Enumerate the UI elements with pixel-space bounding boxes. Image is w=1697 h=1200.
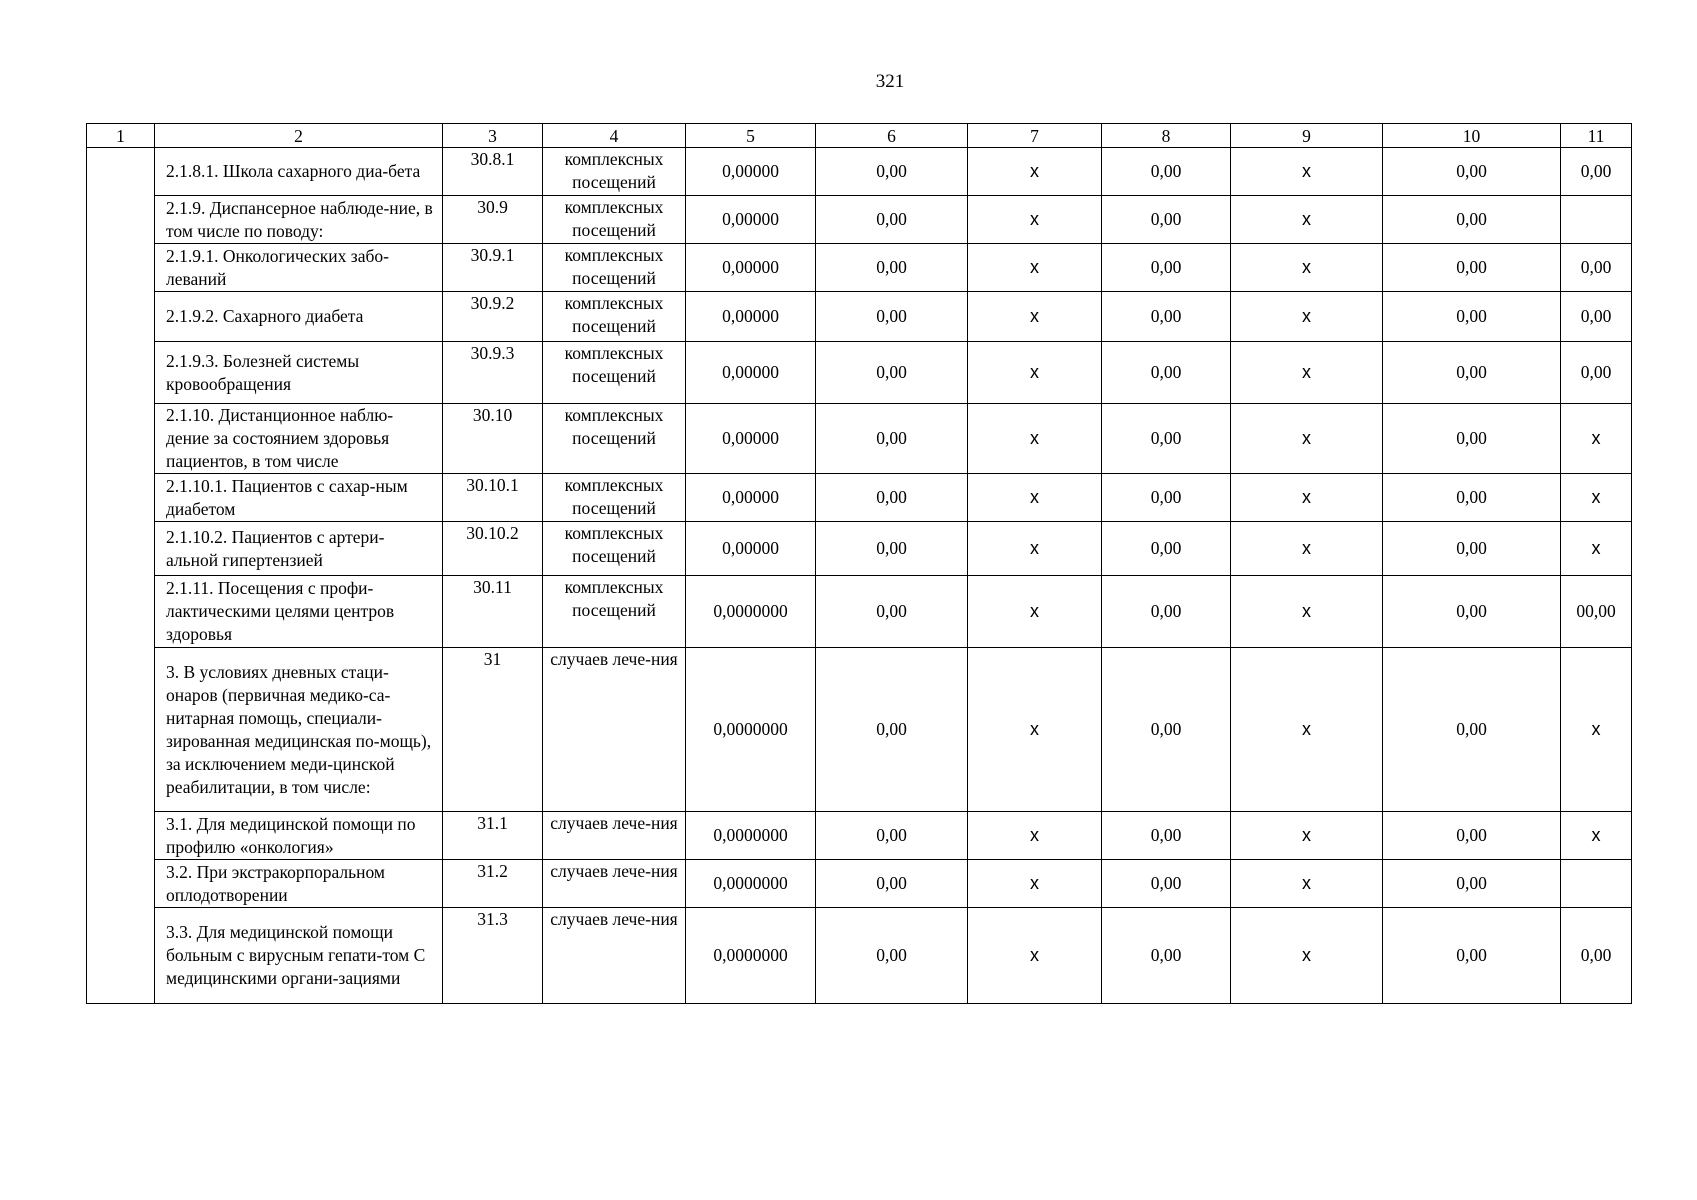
row-value-cell: 0,00 xyxy=(1383,860,1561,908)
row-value-cell: x xyxy=(1561,404,1632,474)
row-value-cell: 0,00 xyxy=(1102,522,1231,576)
row-value-cell: 0,00 xyxy=(816,404,968,474)
row-value-cell: x xyxy=(1231,908,1383,1004)
table-row xyxy=(87,648,1632,812)
row-code-cell: 30.9.3 xyxy=(443,342,543,404)
row-value-cell: 0,00 xyxy=(1561,292,1632,342)
row-value-cell: 0,00 xyxy=(1383,148,1561,196)
row-unit-cell: комплексных посещений xyxy=(543,196,686,244)
row-name-cell: 2.1.10.1. Пациентов с сахар-ным диабетом xyxy=(155,474,443,522)
row-unit-cell: комплексных посещений xyxy=(543,522,686,576)
row-code-cell: 30.9 xyxy=(443,196,543,244)
row-value-cell: 0,00000 xyxy=(686,244,816,292)
row-value-cell: x xyxy=(968,244,1102,292)
row-value-cell: 0,00 xyxy=(1102,812,1231,860)
row-value-cell: x xyxy=(1231,474,1383,522)
row-unit-cell: случаев лече-ния xyxy=(543,908,686,1004)
row-value-cell: 0,00 xyxy=(1102,576,1231,648)
row-value-cell: x xyxy=(968,648,1102,812)
row-value-cell: 0,00 xyxy=(816,576,968,648)
row-unit-cell: комплексных посещений xyxy=(543,292,686,342)
row-value-cell: 0,00 xyxy=(1383,292,1561,342)
row-value-cell: 0,00 xyxy=(1561,244,1632,292)
row-value-cell: 0,00 xyxy=(1102,860,1231,908)
row-value-cell: x xyxy=(1231,522,1383,576)
row-value-cell: 0,00000 xyxy=(686,148,816,196)
row-value-cell: 0,00000 xyxy=(686,522,816,576)
row-value-cell: x xyxy=(1231,812,1383,860)
row-name-cell: 2.1.9.2. Сахарного диабета xyxy=(155,292,443,342)
row-value-cell: 0,0000000 xyxy=(686,648,816,812)
row-code-cell: 30.11 xyxy=(443,576,543,648)
row-value-cell: x xyxy=(1231,196,1383,244)
row-value-cell: x xyxy=(968,522,1102,576)
table-row xyxy=(87,812,1632,860)
row-value-cell: x xyxy=(968,342,1102,404)
row-value-cell: 0,00 xyxy=(1383,648,1561,812)
row-value-cell: 0,00 xyxy=(816,196,968,244)
row-value-cell: 0,00000 xyxy=(686,342,816,404)
row-value-cell: 0,00 xyxy=(1102,908,1231,1004)
column-header: 8 xyxy=(1102,124,1231,148)
row-name-cell: 2.1.10.2. Пациентов с артери-альной гипертензией xyxy=(155,522,443,576)
row-value-cell: 0,00 xyxy=(1102,196,1231,244)
row-code-cell: 31 xyxy=(443,648,543,812)
column-header: 11 xyxy=(1561,124,1632,148)
row-name-cell: 2.1.9. Диспансерное наблюде-ние, в том числе по поводу: xyxy=(155,196,443,244)
row-value-cell: 0,00 xyxy=(1383,404,1561,474)
row-value-cell: x xyxy=(968,860,1102,908)
row-name-cell: 2.1.9.3. Болезней системы кровообращения xyxy=(155,342,443,404)
row-value-cell: x xyxy=(1561,648,1632,812)
table-row xyxy=(87,148,1632,196)
row-unit-cell: комплексных посещений xyxy=(543,576,686,648)
row-unit-cell: комплексных посещений xyxy=(543,342,686,404)
row-value-cell: 0,00 xyxy=(1102,148,1231,196)
row-value-cell: 0,00 xyxy=(816,292,968,342)
column-header: 5 xyxy=(686,124,816,148)
row-name-cell: 3. В условиях дневных стаци-онаров (первичная медико-са-нитарная помощь, специали-зированная медицинская по-мощь), за исключением меди-цинской реабилитации, в том числе: xyxy=(155,648,443,812)
row-value-cell: x xyxy=(968,812,1102,860)
column-header: 6 xyxy=(816,124,968,148)
row-value-cell: x xyxy=(1231,404,1383,474)
row-value-cell: x xyxy=(1231,244,1383,292)
row-value-cell: x xyxy=(1561,522,1632,576)
row-name-cell: 2.1.8.1. Школа сахарного диа-бета xyxy=(155,148,443,196)
row-unit-cell: комплексных посещений xyxy=(543,148,686,196)
row-value-cell: 0,00 xyxy=(1561,148,1632,196)
row-code-cell: 31.1 xyxy=(443,812,543,860)
row-value-cell: x xyxy=(968,148,1102,196)
row-value-cell: 0,00 xyxy=(816,474,968,522)
row-value-cell: 0,00 xyxy=(1561,342,1632,404)
row-value-cell: 0,00000 xyxy=(686,196,816,244)
row-value-cell: 0,00 xyxy=(1383,908,1561,1004)
row-value-cell: 0,00000 xyxy=(686,292,816,342)
row-unit-cell: комплексных посещений xyxy=(543,404,686,474)
column-header: 4 xyxy=(543,124,686,148)
row-value-cell: 0,00 xyxy=(816,148,968,196)
row-value-cell: 0,00 xyxy=(816,244,968,292)
row-unit-cell: случаев лече-ния xyxy=(543,648,686,812)
row-unit-cell: комплексных посещений xyxy=(543,474,686,522)
row-value-cell xyxy=(1561,860,1632,908)
row-value-cell: x xyxy=(968,196,1102,244)
row-code-cell: 31.2 xyxy=(443,860,543,908)
row-value-cell: x xyxy=(968,576,1102,648)
row-value-cell: 0,00000 xyxy=(686,474,816,522)
row-name-cell: 2.1.11. Посещения с профи-лактическими целями центров здоровья xyxy=(155,576,443,648)
column-header: 10 xyxy=(1383,124,1561,148)
row-code-cell: 30.10.2 xyxy=(443,522,543,576)
table-row xyxy=(87,860,1632,908)
row-value-cell: 0,00 xyxy=(816,648,968,812)
row-value-cell: 0,00 xyxy=(1383,196,1561,244)
row-value-cell: x xyxy=(1231,292,1383,342)
data-table xyxy=(86,123,1632,1004)
row-value-cell: x xyxy=(968,292,1102,342)
row-value-cell: 0,00 xyxy=(1561,908,1632,1004)
row-name-cell: 3.1. Для медицинской помощи по профилю «онкология» xyxy=(155,812,443,860)
table-row xyxy=(87,576,1632,648)
column-header: 7 xyxy=(968,124,1102,148)
row-value-cell: 0,00 xyxy=(1383,812,1561,860)
row-value-cell: 0,00 xyxy=(816,342,968,404)
row-value-cell: 0,00 xyxy=(1102,474,1231,522)
column-header: 3 xyxy=(443,124,543,148)
table-row xyxy=(87,908,1632,1004)
row-value-cell: x xyxy=(1231,342,1383,404)
row-value-cell: 0,00 xyxy=(1102,292,1231,342)
row-value-cell: 0,00000 xyxy=(686,404,816,474)
row-name-cell: 3.3. Для медицинской помощи больным с вирусным гепати-том С медицинскими органи-зациями xyxy=(155,908,443,1004)
row-code-cell: 30.9.2 xyxy=(443,292,543,342)
row-value-cell: 0,00 xyxy=(1383,244,1561,292)
row-value-cell: 0,00 xyxy=(1383,576,1561,648)
row-value-cell: x xyxy=(968,474,1102,522)
row-value-cell: 0,00 xyxy=(816,908,968,1004)
row-value-cell: x xyxy=(968,404,1102,474)
row-value-cell: x xyxy=(968,908,1102,1004)
row-code-cell: 31.3 xyxy=(443,908,543,1004)
row-value-cell: 0,00 xyxy=(1102,342,1231,404)
row-value-cell: 0,0000000 xyxy=(686,860,816,908)
row-value-cell: x xyxy=(1231,148,1383,196)
page-number: 321 xyxy=(875,71,905,92)
row-value-cell: 0,0000000 xyxy=(686,812,816,860)
row-value-cell: x xyxy=(1231,648,1383,812)
row-code-cell: 30.10.1 xyxy=(443,474,543,522)
table-row xyxy=(87,404,1632,474)
row-value-cell: 0,00 xyxy=(816,860,968,908)
row-code-cell: 30.10 xyxy=(443,404,543,474)
table-row xyxy=(87,342,1632,404)
row-name-cell: 2.1.10. Дистанционное наблю-дение за состоянием здоровья пациентов, в том числе xyxy=(155,404,443,474)
column-header: 2 xyxy=(155,124,443,148)
row-value-cell: 0,00 xyxy=(1102,404,1231,474)
merged-cell-column-1 xyxy=(87,148,155,1004)
row-value-cell: 0,00 xyxy=(1102,244,1231,292)
table-row xyxy=(87,244,1632,292)
row-value-cell: 0,00 xyxy=(1102,648,1231,812)
row-value-cell: x xyxy=(1231,860,1383,908)
row-value-cell: 0,00 xyxy=(816,812,968,860)
row-value-cell: 0,00 xyxy=(1383,522,1561,576)
row-name-cell: 2.1.9.1. Онкологических забо-леваний xyxy=(155,244,443,292)
row-code-cell: 30.9.1 xyxy=(443,244,543,292)
row-value-cell: 0,0000000 xyxy=(686,576,816,648)
column-header: 1 xyxy=(87,124,155,148)
row-code-cell: 30.8.1 xyxy=(443,148,543,196)
column-header: 9 xyxy=(1231,124,1383,148)
row-unit-cell: комплексных посещений xyxy=(543,244,686,292)
row-value-cell: 00,00 xyxy=(1561,576,1632,648)
row-unit-cell: случаев лече-ния xyxy=(543,812,686,860)
table-row xyxy=(87,292,1632,342)
row-value-cell: x xyxy=(1231,576,1383,648)
row-value-cell: x xyxy=(1561,474,1632,522)
table-row xyxy=(87,522,1632,576)
header-row xyxy=(87,124,1632,148)
row-value-cell: 0,0000000 xyxy=(686,908,816,1004)
row-value-cell: x xyxy=(1561,812,1632,860)
row-value-cell xyxy=(1561,196,1632,244)
table-row xyxy=(87,196,1632,244)
row-name-cell: 3.2. При экстракорпоральном оплодотворении xyxy=(155,860,443,908)
row-value-cell: 0,00 xyxy=(1383,474,1561,522)
row-value-cell: 0,00 xyxy=(816,522,968,576)
table-row xyxy=(87,474,1632,522)
row-unit-cell: случаев лече-ния xyxy=(543,860,686,908)
row-value-cell: 0,00 xyxy=(1383,342,1561,404)
